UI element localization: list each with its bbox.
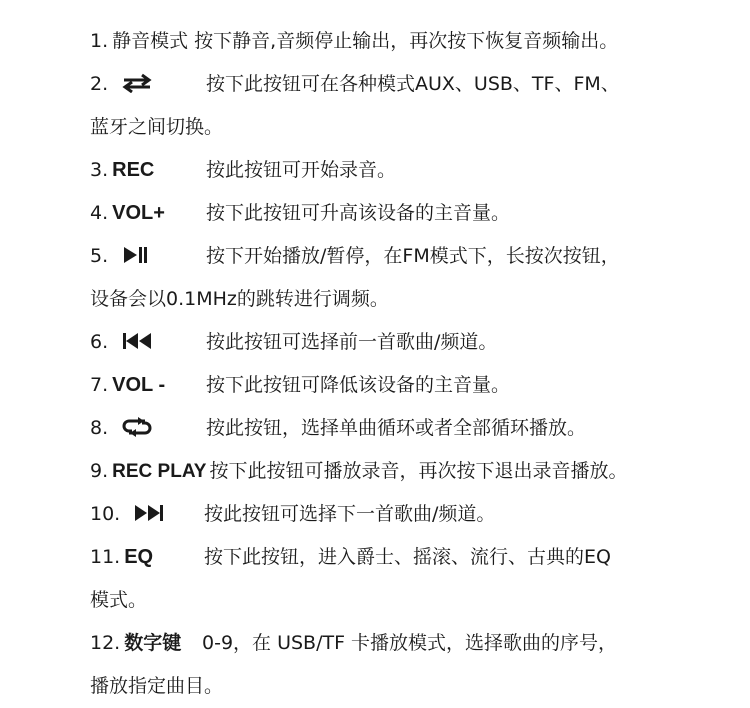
item-description: 按此按钮可选择前一首歌曲/频道。 xyxy=(206,331,498,353)
list-item-7 xyxy=(90,364,730,407)
item-description: 按下此按钮可播放录音，再次按下退出录音播放。 xyxy=(209,460,628,482)
item-key: 数字键 xyxy=(124,632,182,654)
list-item-12 xyxy=(90,622,730,665)
item-number: 11. xyxy=(90,546,121,568)
item-continuation: 设备会以0.1MHz的跳转进行调频。 xyxy=(90,288,389,310)
repeat-icon xyxy=(122,417,152,437)
instruction-list xyxy=(90,20,730,708)
swap-arrows-icon xyxy=(122,73,152,93)
next-track-icon xyxy=(134,504,164,522)
item-description: 按下此按钮可降低该设备的主音量。 xyxy=(206,374,511,396)
list-item-6 xyxy=(90,321,730,364)
item-description: 按此按钮，选择单曲循环或者全部循环播放。 xyxy=(206,417,587,439)
list-item-11 xyxy=(90,536,730,579)
item-number: 3. xyxy=(90,159,109,181)
item-description: 按此按钮可开始录音。 xyxy=(206,159,397,181)
item-number: 9. xyxy=(90,460,109,482)
item-key: REC PLAY xyxy=(112,461,207,482)
item-number: 4. xyxy=(90,202,109,224)
item-number: 12. xyxy=(90,632,121,654)
item-key: VOL - xyxy=(112,374,166,396)
item-key: VOL+ xyxy=(112,202,165,224)
play-pause-icon xyxy=(122,246,148,264)
item-number: 1. xyxy=(90,30,109,52)
list-item-10 xyxy=(90,493,730,536)
list-item-1 xyxy=(90,20,730,63)
previous-track-icon xyxy=(122,332,152,350)
item-number: 5. xyxy=(90,245,109,267)
item-key: REC xyxy=(112,159,155,181)
item-description: 按下此按钮，进入爵士、摇滚、流行、古典的EQ xyxy=(204,546,611,568)
item-description: 按下此按钮可升高该设备的主音量。 xyxy=(206,202,511,224)
item-continuation: 蓝牙之间切换。 xyxy=(90,116,224,138)
item-description: 按下静音,音频停止输出，再次按下恢复音频输出。 xyxy=(194,30,619,52)
item-key: 静音模式 xyxy=(112,30,189,52)
list-item-8 xyxy=(90,407,730,450)
item-key: EQ xyxy=(124,546,154,568)
item-number: 8. xyxy=(90,417,109,439)
item-number: 2. xyxy=(90,73,109,95)
item-number: 7. xyxy=(90,374,109,396)
item-number: 6. xyxy=(90,331,109,353)
item-continuation: 模式。 xyxy=(90,589,148,611)
item-description: 0-9，在 USB/TF 卡播放模式，选择歌曲的序号， xyxy=(202,632,618,654)
item-description: 按下开始播放/暂停，在FM模式下，长按次按钮， xyxy=(206,245,620,267)
list-item-3 xyxy=(90,149,730,192)
item-description: 按下此按钮可在各种模式AUX、USB、TF、FM、 xyxy=(206,73,620,95)
list-item-2 xyxy=(90,63,730,106)
list-item-4 xyxy=(90,192,730,235)
list-item-5 xyxy=(90,235,730,278)
item-number: 10. xyxy=(90,503,121,525)
list-item-9 xyxy=(90,450,730,493)
item-description: 按此按钮可选择下一首歌曲/频道。 xyxy=(204,503,496,525)
item-continuation: 播放指定曲目。 xyxy=(90,675,224,697)
